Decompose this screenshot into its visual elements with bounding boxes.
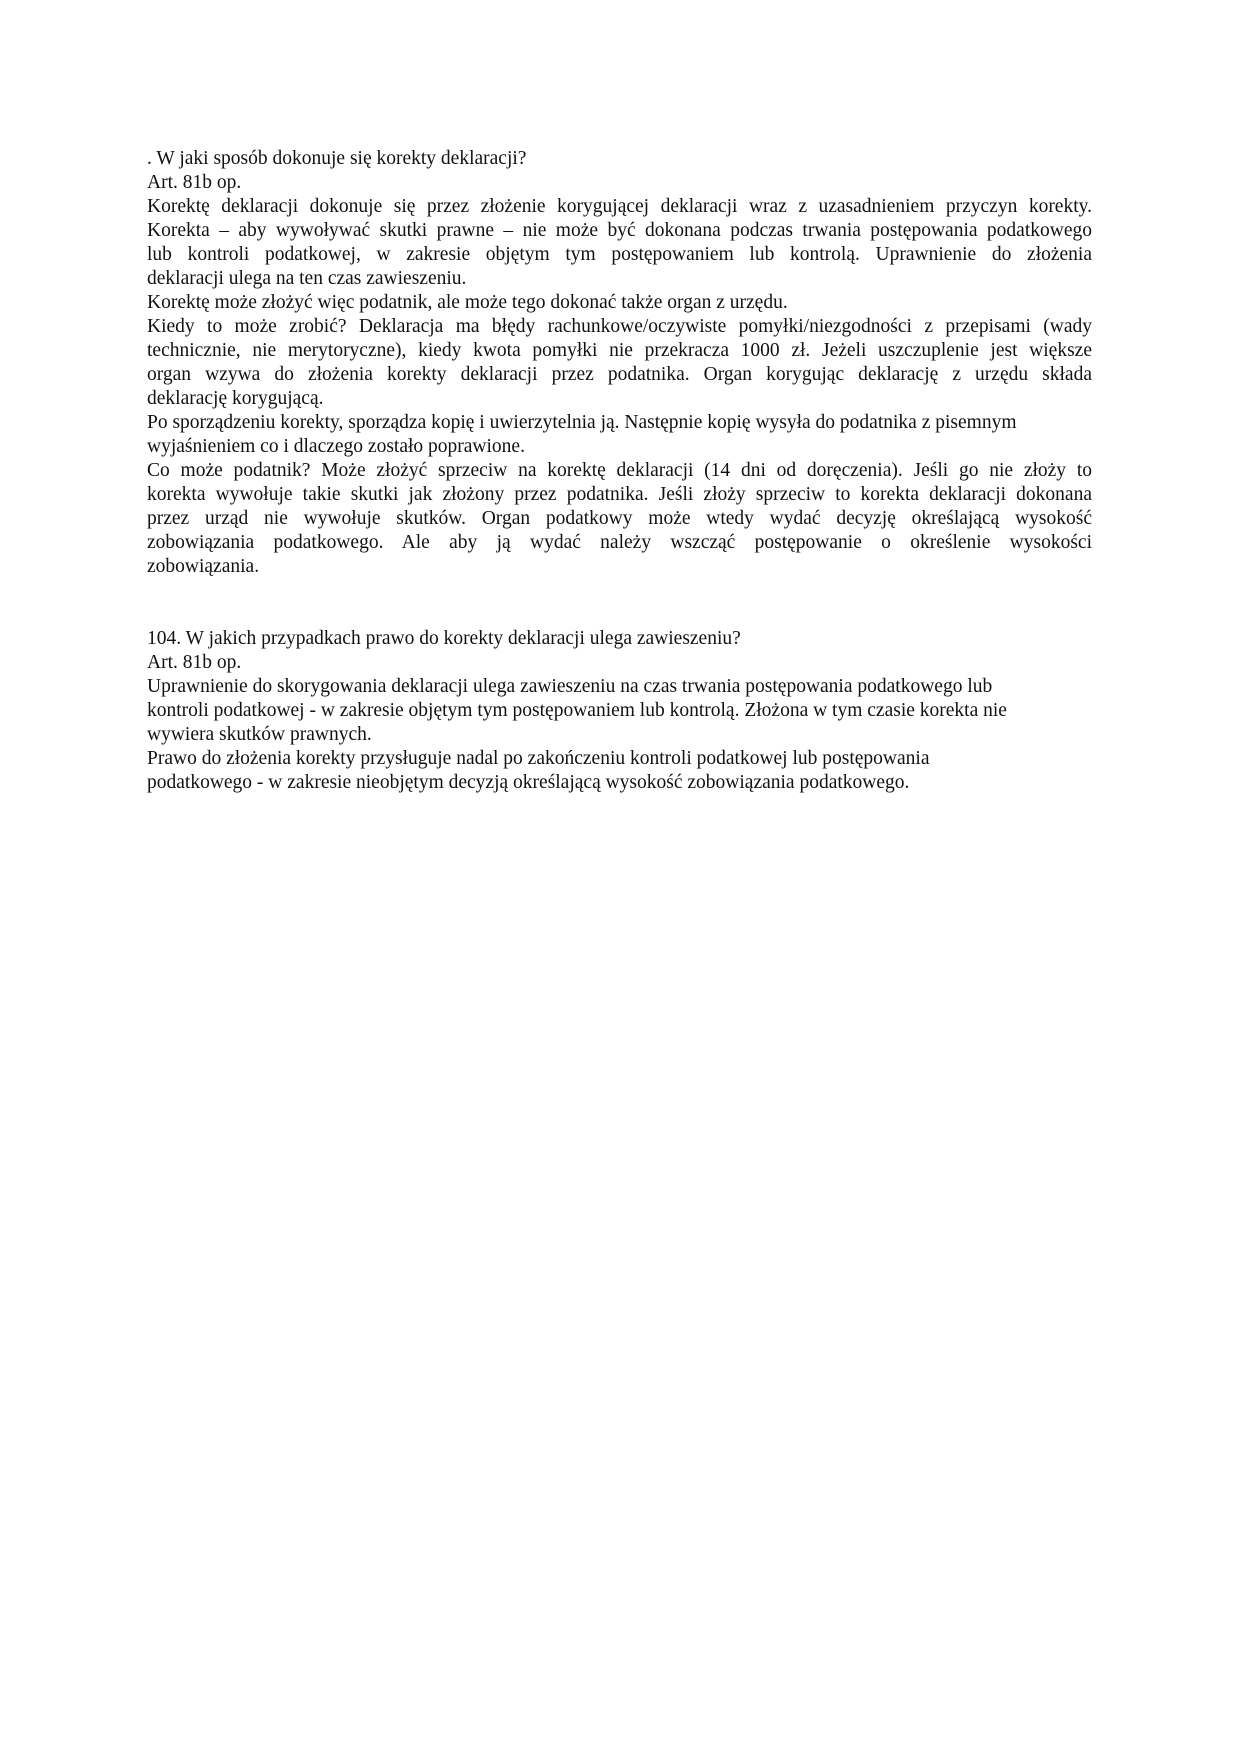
text-line: wyjaśnieniem co i dlaczego zostało poprawione.: [147, 436, 525, 457]
question-title: . W jaki sposób dokonuje się korekty deklaracji?: [147, 148, 527, 169]
text-line: korekta wywołuje takie skutki jak złożony przez podatnika. Jeśli złoży sprzeciw to korekta deklaracji dokonana: [147, 484, 1092, 505]
answer-text: [147, 195, 1092, 579]
text-line: Co może podatnik? Może złożyć sprzeciw na korektę deklaracji (14 dni od doręczenia). Jeśli go nie złoży to: [147, 460, 1092, 481]
text-line: Uprawnienie do skorygowania deklaracji ulega zawieszeniu na czas trwania postępowania podatkowego lub: [147, 676, 993, 697]
text-line: organ wzywa do złożenia korekty deklaracji przez podatnika. Organ korygując deklarację z urzędu składa: [147, 364, 1092, 385]
section-question-zawieszenie: [147, 627, 1092, 795]
text-line: Kiedy to może zrobić? Deklaracja ma błędy rachunkowe/oczywiste pomyłki/niezgodności z przepisami (wady: [147, 316, 1092, 337]
text-line: Korekta – aby wywoływać skutki prawne – nie może być dokonana podczas trwania postępowania podatkowego: [147, 220, 1092, 241]
text-line: kontroli podatkowej - w zakresie objętym tym postępowaniem lub kontrolą. Złożona w tym czasie korekta nie: [147, 700, 1007, 721]
section-question-korekta: [147, 147, 1092, 579]
text-line: Korektę może złożyć więc podatnik, ale może tego dokonać także organ z urzędu.: [147, 292, 788, 313]
text-line: przez urząd nie wywołuje skutków. Organ podatkowy może wtedy wydać decyzję określającą wysokość: [147, 508, 1092, 529]
text-line: lub kontroli podatkowej, w zakresie objętym tym postępowaniem lub kontrolą. Uprawnienie do złożenia: [147, 244, 1092, 265]
article-reference: Art. 81b op.: [147, 652, 242, 673]
text-line: zobowiązania.: [147, 556, 260, 577]
question-title: 104. W jakich przypadkach prawo do korekty deklaracji ulega zawieszeniu?: [147, 628, 741, 649]
text-line: deklaracji ulega na ten czas zawieszeniu.: [147, 268, 467, 289]
article-reference: Art. 81b op.: [147, 172, 242, 193]
text-line: technicznie, nie merytoryczne), kiedy kwota pomyłki nie przekracza 1000 zł. Jeżeli uszczuplenie jest większe: [147, 340, 1092, 361]
text-line: Korektę deklaracji dokonuje się przez złożenie korygującej deklaracji wraz z uzasadnieniem przyczyn korekty.: [147, 196, 1092, 217]
text-line: Prawo do złożenia korekty przysługuje nadal po zakończeniu kontroli podatkowej lub postępowania: [147, 748, 930, 769]
text-line: zobowiązania podatkowego. Ale aby ją wydać należy wszcząć postępowanie o określenie wysokości: [147, 532, 1092, 553]
answer-text: [147, 675, 1092, 795]
text-line: podatkowego - w zakresie nieobjętym decyzją określającą wysokość zobowiązania podatkowego.: [147, 772, 910, 793]
text-line: wywiera skutków prawnych.: [147, 724, 372, 745]
text-line: deklarację korygującą.: [147, 388, 324, 409]
text-line: Po sporządzeniu korekty, sporządza kopię i uwierzytelnia ją. Następnie kopię wysyła do podatnika z pisemnym: [147, 412, 1017, 433]
